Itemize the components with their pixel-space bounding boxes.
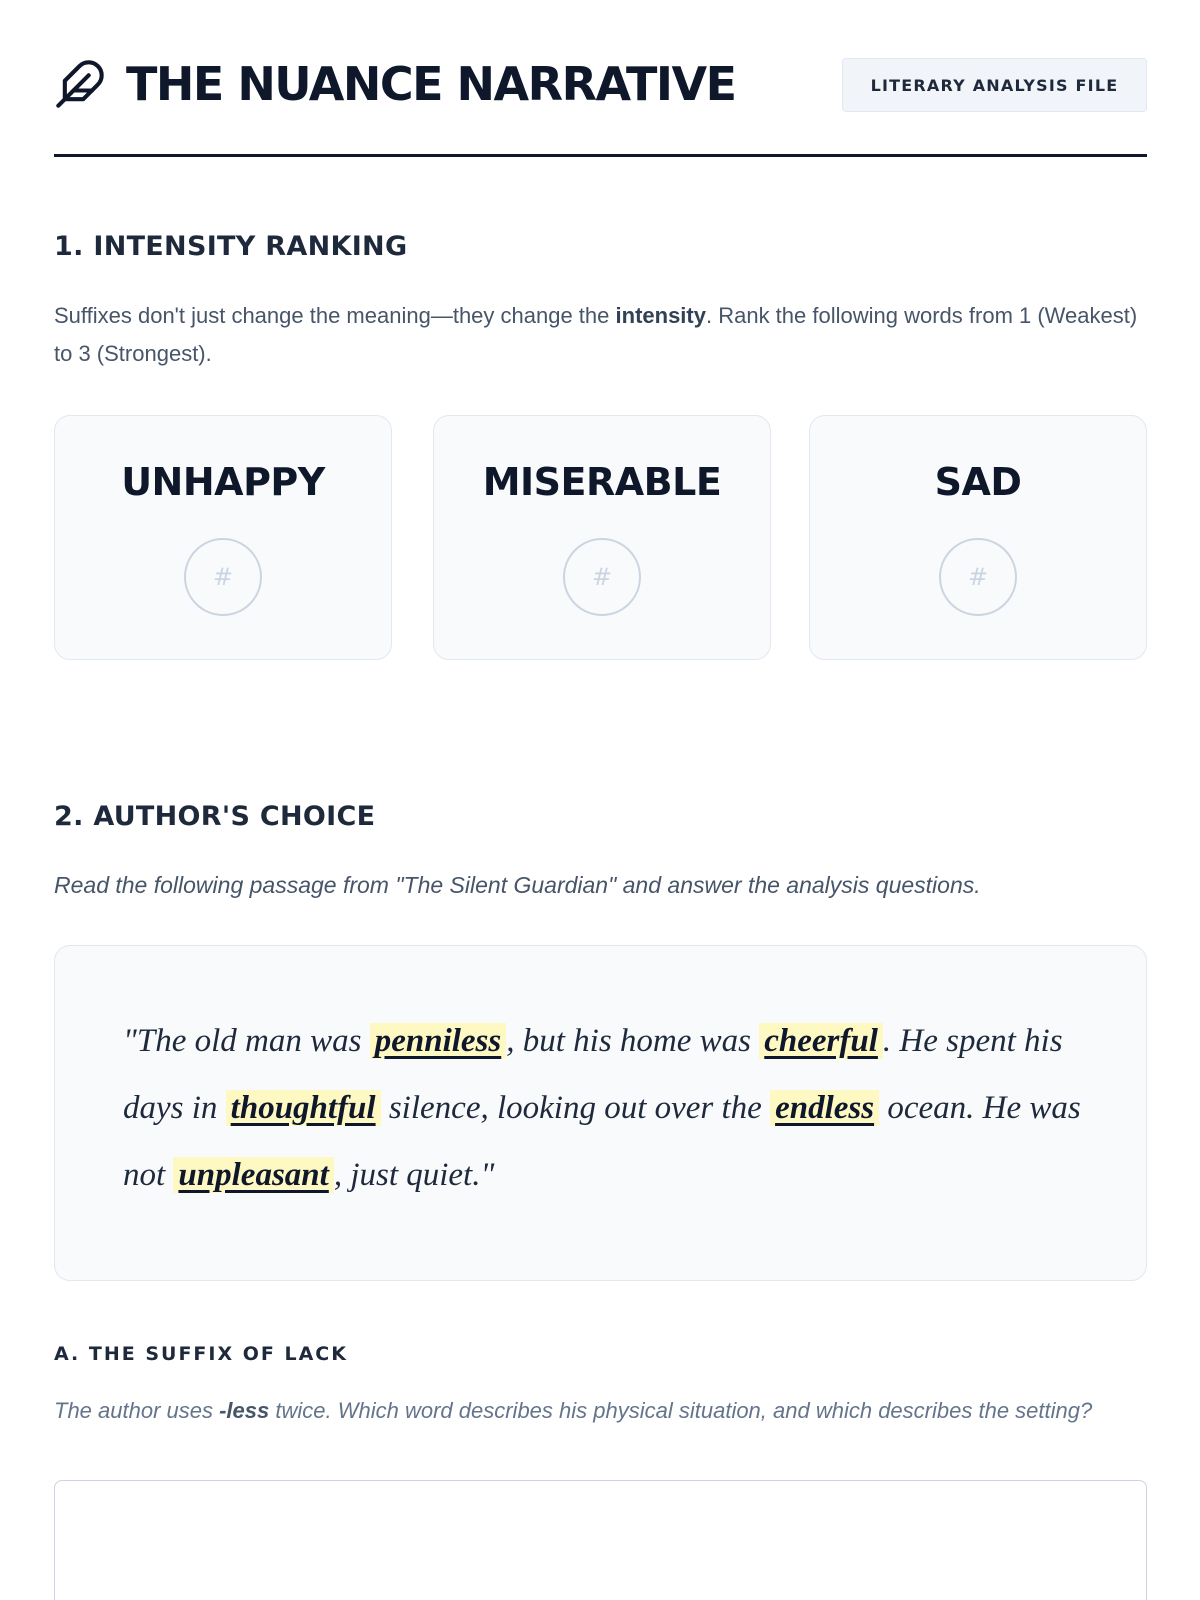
worksheet-page xyxy=(54,0,1147,1423)
highlighted-word-penniless: penniless xyxy=(370,1023,507,1059)
question-emphasis: -less xyxy=(219,1398,270,1423)
highlighted-word-unpleasant: unpleasant xyxy=(173,1157,333,1193)
section-intro xyxy=(54,297,1147,373)
question-text-part: twice. Which word describes his physical situation, and which describes the setting? xyxy=(269,1398,1093,1423)
card-word: MISERABLE xyxy=(482,460,722,504)
ranking-card-miserable xyxy=(433,415,771,660)
passage-text: "The old man was xyxy=(123,1023,370,1059)
page-title: THE NUANCE NARRATIVE xyxy=(126,57,736,111)
header xyxy=(54,0,1147,157)
card-word: UNHAPPY xyxy=(121,460,325,504)
answer-textarea[interactable] xyxy=(54,1480,1147,1600)
passage-text: silence, looking out over the xyxy=(380,1090,771,1126)
rank-input[interactable]: # xyxy=(563,538,641,616)
question-text xyxy=(54,1394,1147,1428)
passage-instructions: Read the following passage from "The Silent Guardian" and answer the analysis questions. xyxy=(54,872,981,898)
passage-text: , just quiet." xyxy=(333,1157,495,1193)
highlighted-word-thoughtful: thoughtful xyxy=(226,1090,381,1126)
question-title-suffix-of-lack: A. THE SUFFIX OF LACK xyxy=(54,1343,348,1365)
intro-text: . Rank the following words from 1 (Weakest) to 3 (Strongest). xyxy=(54,303,1138,366)
highlighted-word-endless: endless xyxy=(770,1090,879,1126)
passage-text: . He spent his days in xyxy=(123,1023,1063,1126)
card-word: SAD xyxy=(934,460,1022,504)
section-title-authors-choice: 2. AUTHOR'S CHOICE xyxy=(54,801,376,832)
ranking-cards xyxy=(54,415,1147,660)
section-title-intensity-ranking: 1. INTENSITY RANKING xyxy=(54,231,408,262)
ranking-card-sad xyxy=(809,415,1147,660)
rank-input[interactable]: # xyxy=(184,538,262,616)
passage-text: ocean. He was not xyxy=(123,1090,1081,1193)
passage-box xyxy=(54,945,1147,1281)
question-text-part: The author uses xyxy=(54,1398,220,1423)
intro-text: Suffixes don't just change the meaning—they change the xyxy=(54,303,616,328)
rank-input[interactable]: # xyxy=(939,538,1017,616)
feather-icon xyxy=(54,58,106,110)
intro-emphasis: intensity xyxy=(615,303,706,328)
file-badge: LITERARY ANALYSIS FILE xyxy=(842,58,1147,112)
passage-text: , but his home was xyxy=(506,1023,760,1059)
highlighted-word-cheerful: cheerful xyxy=(759,1023,883,1059)
ranking-card-unhappy xyxy=(54,415,392,660)
